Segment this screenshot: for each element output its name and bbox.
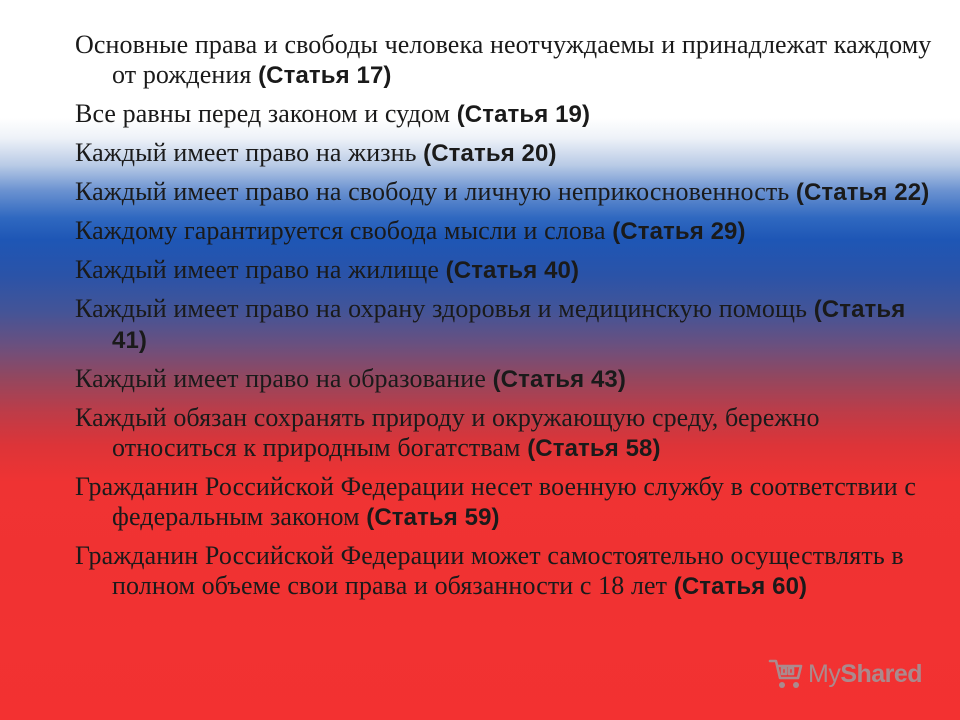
list-item <box>75 255 945 286</box>
list-item <box>75 472 945 533</box>
item-text: Гражданин Российской Федерации несет военную службу в соответствии с федеральным законом <box>75 472 916 531</box>
list-item <box>75 177 945 208</box>
list-item <box>75 138 945 169</box>
list-item <box>75 403 945 464</box>
item-text: Основные права и свободы человека неотчуждаемы и принадлежат каждому от рождения <box>75 30 932 89</box>
list-item <box>75 294 945 356</box>
article-reference: (Статья 41) <box>112 296 906 354</box>
list-item <box>75 216 945 247</box>
article-reference: (Статья 59) <box>366 504 500 531</box>
watermark-prefix: My <box>808 659 841 688</box>
item-text: Гражданин Российской Федерации может самостоятельно осуществлять в полном объеме свои права и обязанности с 18 лет <box>75 541 904 600</box>
article-reference: (Статья 22) <box>795 179 930 206</box>
item-text: Все равны перед законом и судом <box>75 99 457 128</box>
article-reference: (Статья 40) <box>445 257 580 284</box>
item-text: Каждый имеет право на образование <box>75 364 493 393</box>
slide-content <box>75 30 945 610</box>
list-item <box>75 541 945 602</box>
list-item <box>75 99 945 130</box>
article-reference: (Статья 20) <box>423 140 557 167</box>
list-item <box>75 364 945 395</box>
list-item <box>75 30 945 91</box>
myshared-watermark[interactable] <box>768 657 922 691</box>
article-reference: (Статья 19) <box>456 101 591 128</box>
item-text: Каждый имеет право на жилище <box>75 255 446 284</box>
article-reference: (Статья 43) <box>492 366 626 393</box>
article-reference: (Статья 29) <box>612 218 746 245</box>
item-text: Каждый имеет право на охрану здоровья и медицинскую помощь <box>75 294 814 323</box>
watermark-suffix: Shared <box>840 659 923 688</box>
item-text: Каждый имеет право на свободу и личную неприкосновенность <box>75 177 796 206</box>
shopping-cart-icon <box>768 657 804 691</box>
item-text: Каждому гарантируется свобода мысли и слова <box>75 216 613 245</box>
watermark-text <box>808 660 922 689</box>
article-reference: (Статья 17) <box>258 62 392 89</box>
item-text: Каждый обязан сохранять природу и окружающую среду, бережно относиться к природным богатствам <box>75 403 820 462</box>
article-reference: (Статья 60) <box>673 573 808 600</box>
article-reference: (Статья 58) <box>527 435 661 462</box>
item-text: Каждый имеет право на жизнь <box>75 138 424 167</box>
